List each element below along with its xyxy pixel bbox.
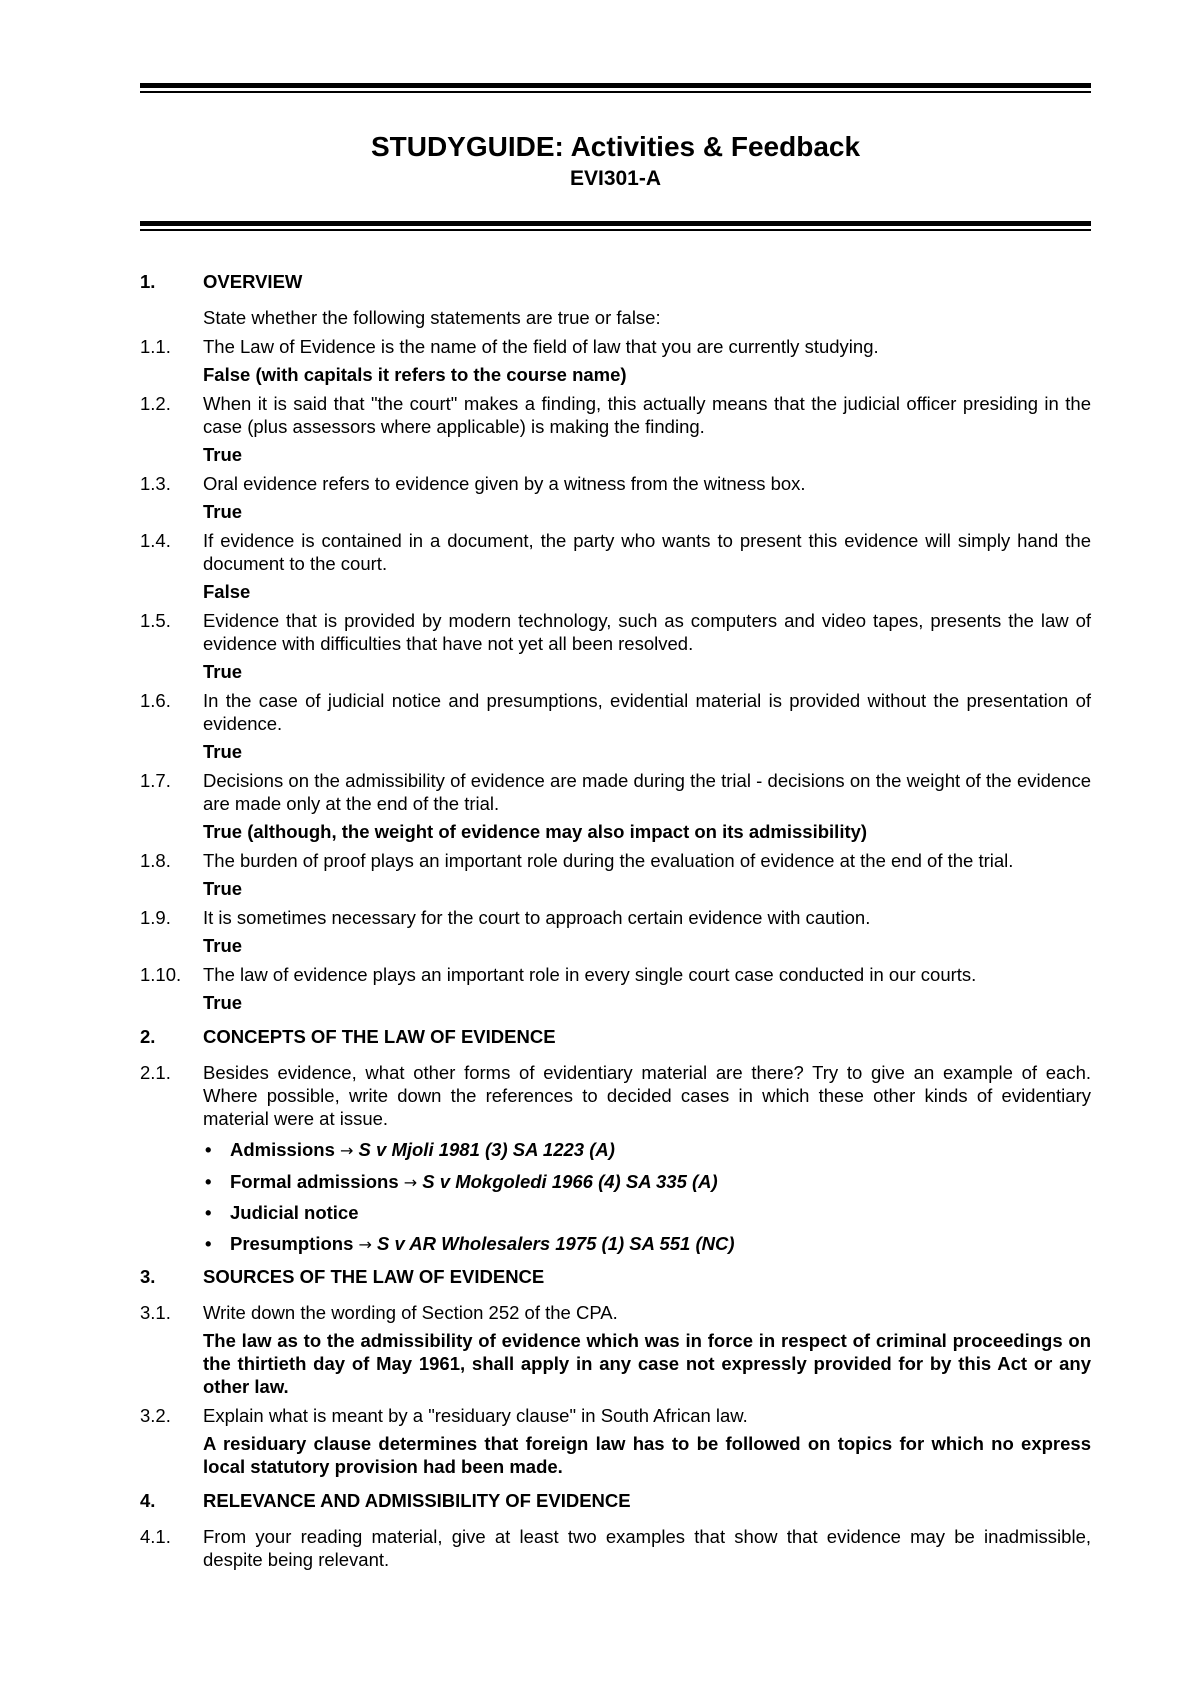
document-body [140, 270, 1091, 1576]
question-number: 1.7. [140, 770, 171, 791]
question-text: Write down the wording of Section 252 of the CPA. [203, 1301, 618, 1323]
header-top-rule [140, 83, 1091, 93]
question-text: The law of evidence plays an important role in every single court case conducted in our courts. [203, 964, 977, 985]
answer: True [203, 878, 243, 899]
arrow-right-icon: → [403, 1172, 418, 1192]
question-text: The burden of proof plays an important role during the evaluation of evidence at the end of the trial. [203, 850, 1014, 871]
question-number: 1.5. [140, 610, 171, 631]
page-title: STUDYGUIDE: Activities & Feedback [370, 131, 861, 162]
question-number: 1.6. [140, 690, 171, 711]
question-number: 1.9. [140, 907, 171, 928]
answer: The law as to the admissibility of evidence which was in force in respect of criminal proceedings on the thirtieth day of May 1961, shall apply in any case not expressly provided for by this Act or any other law. [203, 1329, 1091, 1397]
answer: True [203, 992, 243, 1013]
list-item [203, 1138, 1091, 1162]
question [140, 609, 1091, 655]
question-number: 3.2. [140, 1404, 171, 1426]
question-text: When it is said that "the court" makes a finding, this actually means that the judicial officer presiding in the case (plus assessors where applicable) is making the finding. [203, 393, 1091, 437]
course-code: EVI301-A [569, 167, 662, 190]
bullet-icon: • [205, 1170, 212, 1192]
answer: A residuary clause determines that foreign law has to be followed on topics for which no express local statutory provision had been made. [203, 1432, 1091, 1477]
question-number: 1.2. [140, 393, 171, 414]
question [140, 1525, 1091, 1571]
question-text: Besides evidence, what other forms of evidentiary material are there? Try to give an example of each. Where possible, write down the references to decided cases in which these other kinds of evidentiary material were at issue. [203, 1062, 1091, 1129]
list-item [203, 1232, 1091, 1256]
section-number: 1. [140, 271, 156, 292]
list-item [203, 1201, 1091, 1224]
question-text: Decisions on the admissibility of evidence are made during the trial - decisions on the weight of the evidence are made only at the end of the trial. [203, 770, 1091, 814]
case-citation: S v AR Wholesalers 1975 (1) SA 551 (NC) [377, 1232, 735, 1254]
question [140, 906, 1091, 929]
answer: False (with capitals it refers to the course name) [203, 364, 627, 385]
section-heading [140, 1025, 1091, 1048]
question-number: 3.1. [140, 1301, 171, 1323]
question [140, 1061, 1091, 1130]
case-citation: S v Mokgoledi 1966 (4) SA 335 (A) [422, 1170, 718, 1192]
arrow-right-icon: → [358, 1234, 372, 1254]
question-number: 1.1. [140, 336, 171, 357]
question [140, 335, 1091, 358]
question-text: If evidence is contained in a document, the party who wants to present this evidence will simply hand the document to the court. [203, 530, 1091, 574]
section-number: 3. [140, 1265, 156, 1287]
section-title: SOURCES OF THE LAW OF EVIDENCE [203, 1265, 545, 1287]
bullet-icon: • [205, 1139, 212, 1160]
question [140, 689, 1091, 735]
question-text: Evidence that is provided by modern technology, such as computers and video tapes, presents the law of evidence with difficulties that have not yet all been resolved. [203, 610, 1091, 654]
bullet-icon: • [205, 1232, 212, 1254]
section-heading [140, 1265, 1091, 1288]
question [140, 472, 1091, 495]
answer: False [203, 581, 251, 602]
question-text: Explain what is meant by a "residuary clause" in South African law. [203, 1404, 748, 1426]
question-number: 4.1. [140, 1525, 171, 1547]
question [140, 849, 1091, 872]
question-number: 1.4. [140, 530, 171, 551]
answer: True [203, 935, 243, 956]
section-title: CONCEPTS OF THE LAW OF EVIDENCE [203, 1026, 556, 1047]
bullet-label: Judicial notice [230, 1202, 359, 1223]
question [140, 1301, 1091, 1324]
question-text: From your reading material, give at least two examples that show that evidence may be inadmissible, despite being relevant. [203, 1525, 1091, 1570]
list-item [203, 1170, 1091, 1194]
section-number: 4. [140, 1489, 156, 1511]
section-heading [140, 1489, 1091, 1512]
answer: True [203, 741, 243, 762]
question [140, 529, 1091, 575]
question-number: 1.3. [140, 473, 171, 494]
section-title: RELEVANCE AND ADMISSIBILITY OF EVIDENCE [203, 1489, 631, 1511]
question [140, 1404, 1091, 1427]
arrow-right-icon: → [340, 1141, 354, 1160]
question-number: 2.1. [140, 1062, 171, 1083]
question-number: 1.10. [140, 964, 182, 985]
section-intro: State whether the following statements are true or false: [203, 307, 661, 328]
bullet-icon: • [205, 1202, 212, 1223]
section-heading [140, 270, 1091, 293]
question-number: 1.8. [140, 850, 171, 871]
bullet-label: Presumptions [230, 1232, 354, 1254]
question-text: In the case of judicial notice and presumptions, evidential material is provided without the presentation of evidence. [203, 690, 1091, 734]
question [140, 769, 1091, 815]
bullet-label: Formal admissions [230, 1170, 399, 1192]
question [140, 963, 1091, 986]
question-text: It is sometimes necessary for the court to approach certain evidence with caution. [203, 907, 871, 928]
evidentiary-material-list [140, 1138, 1091, 1256]
section-number: 2. [140, 1026, 156, 1047]
answer: True (although, the weight of evidence may also impact on its admissibility) [203, 821, 868, 842]
question [140, 392, 1091, 438]
header-bottom-rule [140, 221, 1091, 231]
case-citation: S v Mjoli 1981 (3) SA 1223 (A) [358, 1139, 615, 1160]
answer: True [203, 501, 243, 522]
question-text: The Law of Evidence is the name of the field of law that you are currently studying. [203, 336, 879, 357]
bullet-label: Admissions [230, 1139, 335, 1160]
answer: True [203, 661, 243, 682]
answer: True [203, 444, 243, 465]
section-title: OVERVIEW [203, 271, 303, 292]
question-text: Oral evidence refers to evidence given by a witness from the witness box. [203, 473, 806, 494]
